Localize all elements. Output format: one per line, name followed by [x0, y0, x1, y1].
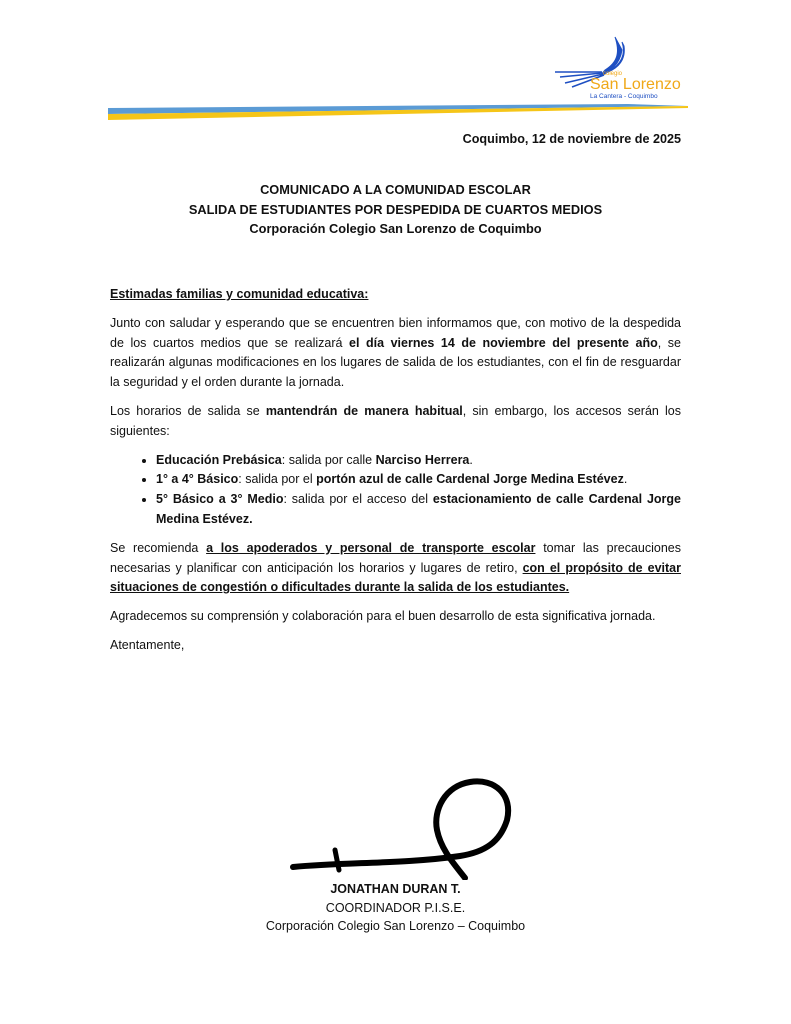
- header-stripe: [108, 104, 688, 122]
- closing: Atentamente,: [110, 637, 185, 652]
- logo-small-text: colegio: [603, 71, 623, 77]
- exit-list: [110, 451, 681, 530]
- list-item: • Educación Prebásica: salida por calle Narciso Herrera.: [156, 451, 681, 471]
- logo-tagline: La Cantera - Coquimbo: [590, 93, 658, 100]
- signer-org: Corporación Colegio San Lorenzo – Coquimbo: [265, 919, 526, 933]
- signature-block: [110, 880, 681, 936]
- signer-name: JONATHAN DURAN T.: [330, 882, 461, 896]
- letter-date: Coquimbo, 12 de noviembre de 2025: [462, 132, 681, 146]
- school-logo: [540, 32, 690, 102]
- logo-name: San Lorenzo: [590, 76, 681, 93]
- letter-titles: [110, 180, 681, 239]
- paragraph: Agradecemos su comprensión y colaboración para el buen desarrollo de esta significativa jornada.: [110, 609, 656, 624]
- title-line: COMUNICADO A LA COMUNIDAD ESCOLAR: [260, 182, 531, 197]
- paragraph: Se recomienda a los apoderados y personal de transporte escolar tomar las precauciones necesarias y planificar con anticipación los horarios y lugares de retiro, con el propósito de evitar situaciones de congestión o dificultades durante la salida de los estudiantes.: [110, 540, 681, 595]
- paragraph: Junto con saludar y esperando que se encuentren bien informamos que, con motivo de la despedida de los cuartos medios que se realizará el día viernes 14 de noviembre del presente año, se realizarán algunas modificaciones en los lugares de salida de los estudiantes, con el fin de resguardar la seguridad y el orden durante la jornada.: [110, 315, 681, 390]
- list-item: • 1° a 4° Básico: salida por el portón azul de calle Cardenal Jorge Medina Estévez.: [156, 470, 681, 490]
- list-item: • 5° Básico a 3° Medio: salida por el acceso del estacionamiento de calle Cardenal Jorge Medina Estévez.: [156, 490, 681, 530]
- letter-body: [110, 285, 681, 665]
- signer-role: COORDINADOR P.I.S.E.: [325, 900, 466, 915]
- title-line: SALIDA DE ESTUDIANTES POR DESPEDIDA DE CUARTOS MEDIOS: [188, 201, 603, 217]
- handwritten-signature: [285, 770, 525, 880]
- title-line: Corporación Colegio San Lorenzo de Coquimbo: [249, 221, 542, 236]
- salutation: Estimadas familias y comunidad educativa:: [110, 287, 369, 301]
- paragraph: Los horarios de salida se mantendrán de manera habitual, sin embargo, los accesos serán los siguientes:: [110, 403, 681, 438]
